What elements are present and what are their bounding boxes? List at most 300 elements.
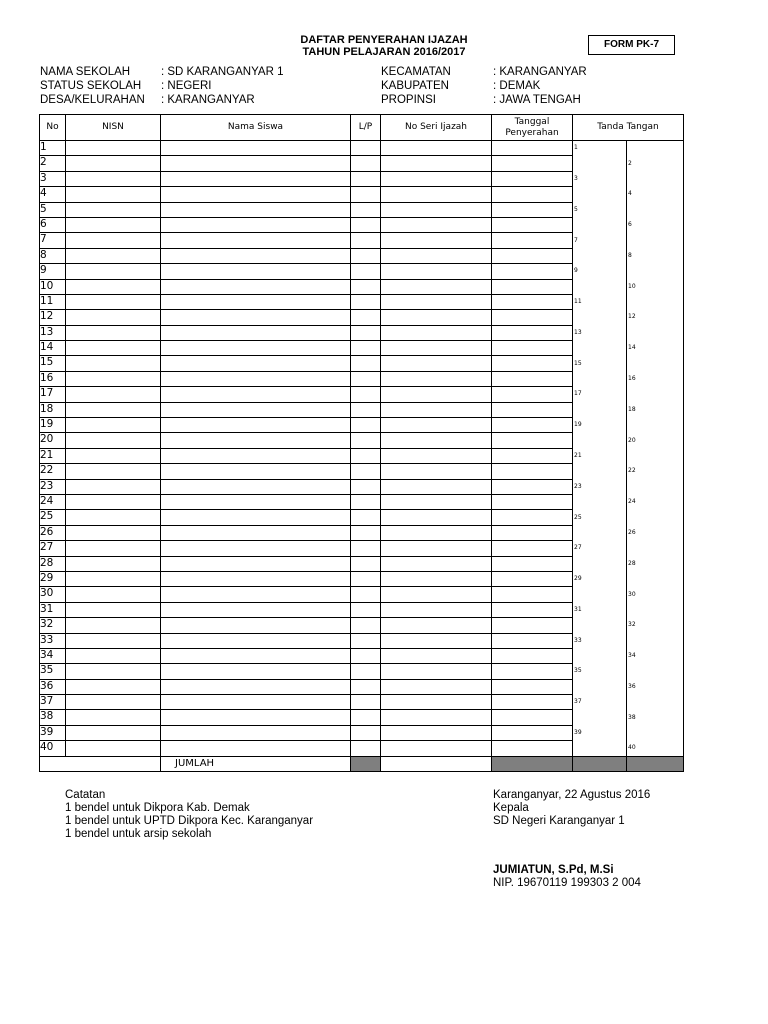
tanda-tangan-cell (627, 510, 684, 525)
nisn-cell (66, 310, 161, 325)
lp-cell (351, 433, 381, 448)
no-seri-ijazah-cell (381, 725, 492, 740)
tanda-tangan-cell (573, 525, 627, 540)
nama-siswa-cell (161, 402, 351, 417)
nisn-cell (66, 741, 161, 756)
lp-cell (351, 664, 381, 679)
tanggal-penyerahan-cell (492, 648, 573, 663)
col-header-no-seri-ijazah: No Seri Ijazah (381, 115, 492, 141)
value-propinsi: : JAWA TENGAH (493, 94, 581, 106)
form-title: DAFTAR PENYERAHAN IJAZAH (300, 34, 468, 46)
nama-siswa-cell (161, 356, 351, 371)
notes-item-2: 1 bendel untuk UPTD Dikpora Kec. Karanganyar (65, 815, 314, 827)
table-row (40, 325, 684, 340)
no-seri-ijazah-cell (381, 541, 492, 556)
table-row (40, 171, 684, 186)
nisn-cell (66, 233, 161, 248)
tanda-tangan-cell (573, 710, 627, 725)
nama-siswa-cell (161, 279, 351, 294)
tanda-tangan-cell (627, 325, 684, 340)
table-row (40, 741, 684, 756)
lp-cell (351, 556, 381, 571)
tanda-tangan-cell (573, 279, 627, 294)
tanda-tangan-cell: 29 (573, 571, 627, 586)
tanggal-penyerahan-cell (492, 695, 573, 710)
tanda-tangan-cell (627, 602, 684, 617)
tanda-tangan-cell: 38 (627, 710, 684, 725)
tanggal-penyerahan-cell (492, 294, 573, 309)
nama-siswa-cell (161, 695, 351, 710)
table-row (40, 602, 684, 617)
nisn-cell (66, 602, 161, 617)
no-seri-ijazah-cell (381, 448, 492, 463)
table-row (40, 648, 684, 663)
no-seri-ijazah-cell (381, 264, 492, 279)
lp-cell (351, 633, 381, 648)
tanda-tangan-cell: 33 (573, 633, 627, 648)
tanda-tangan-cell: 31 (573, 602, 627, 617)
no-seri-ijazah-cell (381, 479, 492, 494)
nisn-cell (66, 248, 161, 263)
tanda-tangan-cell: 16 (627, 371, 684, 386)
tanda-tangan-cell (627, 171, 684, 186)
tanggal-penyerahan-cell (492, 602, 573, 617)
table-row (40, 233, 684, 248)
col-header-no: No (40, 115, 66, 141)
nama-siswa-cell (161, 541, 351, 556)
lp-cell (351, 187, 381, 202)
nisn-cell (66, 571, 161, 586)
no-seri-ijazah-cell (381, 464, 492, 479)
nisn-cell (66, 387, 161, 402)
tanggal-penyerahan-cell (492, 664, 573, 679)
tanda-tangan-cell (573, 371, 627, 386)
nisn-cell (66, 264, 161, 279)
tanda-tangan-cell (573, 341, 627, 356)
row-number: 29 (40, 571, 66, 586)
tanda-tangan-cell: 10 (627, 279, 684, 294)
lp-cell (351, 479, 381, 494)
lp-cell (351, 156, 381, 171)
nama-siswa-cell (161, 648, 351, 663)
table-row (40, 310, 684, 325)
nama-siswa-cell (161, 187, 351, 202)
form-subtitle: TAHUN PELAJARAN 2016/2017 (302, 46, 466, 58)
col-header-lp: L/P (351, 115, 381, 141)
value-status-sekolah: : NEGERI (161, 80, 212, 92)
row-number: 32 (40, 618, 66, 633)
lp-cell (351, 418, 381, 433)
no-seri-ijazah-cell (381, 217, 492, 232)
tanda-tangan-cell (573, 741, 627, 756)
tanggal-penyerahan-cell (492, 525, 573, 540)
no-seri-ijazah-cell (381, 171, 492, 186)
tanda-tangan-cell (573, 156, 627, 171)
label-kabupaten: KABUPATEN (381, 80, 449, 92)
tanda-tangan-cell: 40 (627, 741, 684, 756)
notes-item-1: 1 bendel untuk Dikpora Kab. Demak (65, 802, 250, 814)
tanggal-penyerahan-cell (492, 341, 573, 356)
tanda-tangan-cell (573, 187, 627, 202)
tanda-tangan-cell (573, 248, 627, 263)
tanda-tangan-cell (627, 264, 684, 279)
table-row (40, 448, 684, 463)
tanda-tangan-cell: 18 (627, 402, 684, 417)
jumlah-seri-cell (381, 756, 492, 771)
table-row (40, 479, 684, 494)
table-row (40, 725, 684, 740)
row-number: 23 (40, 479, 66, 494)
tanda-tangan-cell: 4 (627, 187, 684, 202)
nama-siswa-cell (161, 341, 351, 356)
tanda-tangan-cell: 36 (627, 679, 684, 694)
label-status-sekolah: STATUS SEKOLAH (40, 80, 142, 92)
value-desa-kelurahan: : KARANGANYAR (161, 94, 255, 106)
table-row (40, 710, 684, 725)
tanggal-penyerahan-cell (492, 402, 573, 417)
lp-cell (351, 264, 381, 279)
tanda-tangan-cell: 27 (573, 541, 627, 556)
tanda-tangan-cell: 35 (573, 664, 627, 679)
tanda-tangan-cell: 37 (573, 695, 627, 710)
nisn-cell (66, 371, 161, 386)
lp-cell (351, 387, 381, 402)
nisn-cell (66, 171, 161, 186)
lp-cell (351, 294, 381, 309)
table-row (40, 141, 684, 156)
lp-cell (351, 679, 381, 694)
nama-siswa-cell (161, 233, 351, 248)
no-seri-ijazah-cell (381, 525, 492, 540)
tanda-tangan-cell (573, 494, 627, 509)
no-seri-ijazah-cell (381, 341, 492, 356)
row-number: 26 (40, 525, 66, 540)
row-number: 27 (40, 541, 66, 556)
tanda-tangan-cell (627, 448, 684, 463)
nama-siswa-cell (161, 510, 351, 525)
table-row (40, 664, 684, 679)
tanggal-penyerahan-cell (492, 741, 573, 756)
tanda-tangan-cell (573, 556, 627, 571)
tanggal-penyerahan-cell (492, 202, 573, 217)
tanda-tangan-cell: 23 (573, 479, 627, 494)
tanda-tangan-cell (627, 695, 684, 710)
tanggal-penyerahan-cell (492, 618, 573, 633)
lp-cell (351, 325, 381, 340)
label-nama-sekolah: NAMA SEKOLAH (40, 66, 131, 78)
lp-cell (351, 202, 381, 217)
tanda-tangan-cell (627, 664, 684, 679)
no-seri-ijazah-cell (381, 233, 492, 248)
table-row (40, 510, 684, 525)
nisn-cell (66, 633, 161, 648)
tanda-tangan-cell: 8 (627, 248, 684, 263)
tanggal-penyerahan-cell (492, 418, 573, 433)
tanda-tangan-cell: 25 (573, 510, 627, 525)
tanda-tangan-cell: 2 (627, 156, 684, 171)
nisn-cell (66, 217, 161, 232)
table-row (40, 187, 684, 202)
table-row (40, 371, 684, 386)
nama-siswa-cell (161, 171, 351, 186)
nisn-cell (66, 725, 161, 740)
lp-cell (351, 448, 381, 463)
no-seri-ijazah-cell (381, 618, 492, 633)
no-seri-ijazah-cell (381, 294, 492, 309)
lp-cell (351, 341, 381, 356)
tanda-tangan-cell: 14 (627, 341, 684, 356)
lp-cell (351, 464, 381, 479)
lp-cell (351, 248, 381, 263)
nisn-cell (66, 202, 161, 217)
nisn-cell (66, 433, 161, 448)
no-seri-ijazah-cell (381, 325, 492, 340)
row-number: 20 (40, 433, 66, 448)
lp-cell (351, 725, 381, 740)
nisn-cell (66, 695, 161, 710)
col-header-tanggal-line1: Tanggal (514, 116, 550, 127)
tanda-tangan-cell (627, 356, 684, 371)
table-row (40, 264, 684, 279)
nama-siswa-cell (161, 433, 351, 448)
tanggal-penyerahan-cell (492, 510, 573, 525)
tanda-tangan-cell: 39 (573, 725, 627, 740)
row-number: 30 (40, 587, 66, 602)
tanggal-penyerahan-cell (492, 541, 573, 556)
tanggal-penyerahan-cell (492, 387, 573, 402)
jumlah-row (40, 756, 684, 771)
col-header-tanggal-line2: Penyerahan (505, 127, 559, 138)
col-header-tanda-tangan: Tanda Tangan (573, 115, 684, 141)
row-number: 21 (40, 448, 66, 463)
tanda-tangan-cell: 12 (627, 310, 684, 325)
nisn-cell (66, 710, 161, 725)
tanda-tangan-cell (573, 587, 627, 602)
row-number: 6 (40, 217, 66, 232)
row-number: 2 (40, 156, 66, 171)
lp-cell (351, 494, 381, 509)
nisn-cell (66, 325, 161, 340)
form-code-badge: FORM PK-7 (588, 35, 675, 55)
nama-siswa-cell (161, 587, 351, 602)
tanggal-penyerahan-cell (492, 433, 573, 448)
tanggal-penyerahan-cell (492, 156, 573, 171)
no-seri-ijazah-cell (381, 356, 492, 371)
nisn-cell (66, 187, 161, 202)
row-number: 10 (40, 279, 66, 294)
nama-siswa-cell (161, 494, 351, 509)
signature-school: SD Negeri Karanganyar 1 (493, 815, 625, 827)
no-seri-ijazah-cell (381, 279, 492, 294)
tanda-tangan-cell: 9 (573, 264, 627, 279)
no-seri-ijazah-cell (381, 418, 492, 433)
row-number: 1 (40, 141, 66, 156)
no-seri-ijazah-cell (381, 387, 492, 402)
table-row (40, 633, 684, 648)
tanggal-penyerahan-cell (492, 679, 573, 694)
jumlah-empty-cell (40, 756, 161, 771)
nama-siswa-cell (161, 464, 351, 479)
row-number: 13 (40, 325, 66, 340)
tanggal-penyerahan-cell (492, 171, 573, 186)
row-number: 24 (40, 494, 66, 509)
no-seri-ijazah-cell (381, 679, 492, 694)
row-number: 39 (40, 725, 66, 740)
label-kecamatan: KECAMATAN (381, 66, 451, 78)
no-seri-ijazah-cell (381, 494, 492, 509)
nisn-cell (66, 479, 161, 494)
tanggal-penyerahan-cell (492, 310, 573, 325)
nisn-cell (66, 156, 161, 171)
no-seri-ijazah-cell (381, 156, 492, 171)
row-number: 34 (40, 648, 66, 663)
lp-cell (351, 587, 381, 602)
row-number: 19 (40, 418, 66, 433)
tanda-tangan-cell: 22 (627, 464, 684, 479)
tanda-tangan-cell: 1 (573, 141, 627, 156)
lp-cell (351, 371, 381, 386)
table-row (40, 556, 684, 571)
value-kecamatan: : KARANGANYAR (493, 66, 587, 78)
nama-siswa-cell (161, 479, 351, 494)
nisn-cell (66, 448, 161, 463)
tanda-tangan-cell (627, 479, 684, 494)
nisn-cell (66, 294, 161, 309)
no-seri-ijazah-cell (381, 602, 492, 617)
row-number: 4 (40, 187, 66, 202)
row-number: 8 (40, 248, 66, 263)
tanda-tangan-cell (573, 402, 627, 417)
nisn-cell (66, 279, 161, 294)
tanda-tangan-cell: 26 (627, 525, 684, 540)
nama-siswa-cell (161, 418, 351, 433)
row-number: 37 (40, 695, 66, 710)
nama-siswa-cell (161, 525, 351, 540)
no-seri-ijazah-cell (381, 741, 492, 756)
nisn-cell (66, 679, 161, 694)
nama-siswa-cell (161, 571, 351, 586)
table-header-row (40, 115, 684, 141)
lp-cell (351, 279, 381, 294)
row-number: 7 (40, 233, 66, 248)
tanda-tangan-cell (627, 387, 684, 402)
row-number: 35 (40, 664, 66, 679)
tanggal-penyerahan-cell (492, 464, 573, 479)
nama-siswa-cell (161, 371, 351, 386)
tanggal-penyerahan-cell (492, 187, 573, 202)
nama-siswa-cell (161, 741, 351, 756)
no-seri-ijazah-cell (381, 202, 492, 217)
ijazah-table (39, 114, 684, 772)
col-header-nama-siswa: Nama Siswa (161, 115, 351, 141)
table-row (40, 341, 684, 356)
tanda-tangan-cell (627, 418, 684, 433)
tanda-tangan-cell: 5 (573, 202, 627, 217)
tanda-tangan-cell: 17 (573, 387, 627, 402)
table-row (40, 525, 684, 540)
row-number: 28 (40, 556, 66, 571)
nama-siswa-cell (161, 310, 351, 325)
nisn-cell (66, 341, 161, 356)
row-number: 36 (40, 679, 66, 694)
tanda-tangan-cell (627, 725, 684, 740)
tanggal-penyerahan-cell (492, 248, 573, 263)
nama-siswa-cell (161, 141, 351, 156)
table-row (40, 464, 684, 479)
signature-place-date: Karanganyar, 22 Agustus 2016 (493, 789, 651, 801)
tanggal-penyerahan-cell (492, 710, 573, 725)
lp-cell (351, 233, 381, 248)
tanda-tangan-cell (627, 294, 684, 309)
tanda-tangan-cell: 34 (627, 648, 684, 663)
table-row (40, 433, 684, 448)
no-seri-ijazah-cell (381, 695, 492, 710)
row-number: 33 (40, 633, 66, 648)
tanda-tangan-cell (627, 141, 684, 156)
nisn-cell (66, 418, 161, 433)
tanda-tangan-cell (573, 618, 627, 633)
lp-cell (351, 541, 381, 556)
table-row (40, 202, 684, 217)
no-seri-ijazah-cell (381, 633, 492, 648)
notes-item-3: 1 bendel untuk arsip sekolah (65, 828, 212, 840)
lp-cell (351, 741, 381, 756)
tanda-tangan-cell: 20 (627, 433, 684, 448)
tanggal-penyerahan-cell (492, 556, 573, 571)
jumlah-tanggal-total (492, 756, 573, 771)
tanda-tangan-cell: 15 (573, 356, 627, 371)
label-desa-kelurahan: DESA/KELURAHAN (40, 94, 145, 106)
row-number: 17 (40, 387, 66, 402)
tanda-tangan-cell: 32 (627, 618, 684, 633)
lp-cell (351, 310, 381, 325)
row-number: 31 (40, 602, 66, 617)
nama-siswa-cell (161, 710, 351, 725)
tanda-tangan-cell (573, 464, 627, 479)
tanda-tangan-cell (627, 633, 684, 648)
nisn-cell (66, 618, 161, 633)
lp-cell (351, 510, 381, 525)
nisn-cell (66, 587, 161, 602)
tanda-tangan-cell: 19 (573, 418, 627, 433)
no-seri-ijazah-cell (381, 710, 492, 725)
table-row (40, 217, 684, 232)
tanda-tangan-cell: 21 (573, 448, 627, 463)
tanda-tangan-cell: 11 (573, 294, 627, 309)
nama-siswa-cell (161, 264, 351, 279)
nama-siswa-cell (161, 556, 351, 571)
tanda-tangan-cell (627, 571, 684, 586)
row-number: 5 (40, 202, 66, 217)
no-seri-ijazah-cell (381, 310, 492, 325)
nama-siswa-cell (161, 602, 351, 617)
tanda-tangan-cell: 3 (573, 171, 627, 186)
no-seri-ijazah-cell (381, 187, 492, 202)
table-row (40, 418, 684, 433)
table-row (40, 356, 684, 371)
nama-siswa-cell (161, 448, 351, 463)
no-seri-ijazah-cell (381, 587, 492, 602)
tanda-tangan-cell: 13 (573, 325, 627, 340)
nisn-cell (66, 494, 161, 509)
table-row (40, 294, 684, 309)
row-number: 9 (40, 264, 66, 279)
tanda-tangan-cell (573, 433, 627, 448)
nama-siswa-cell (161, 325, 351, 340)
tanda-tangan-cell: 24 (627, 494, 684, 509)
nisn-cell (66, 141, 161, 156)
lp-cell (351, 141, 381, 156)
